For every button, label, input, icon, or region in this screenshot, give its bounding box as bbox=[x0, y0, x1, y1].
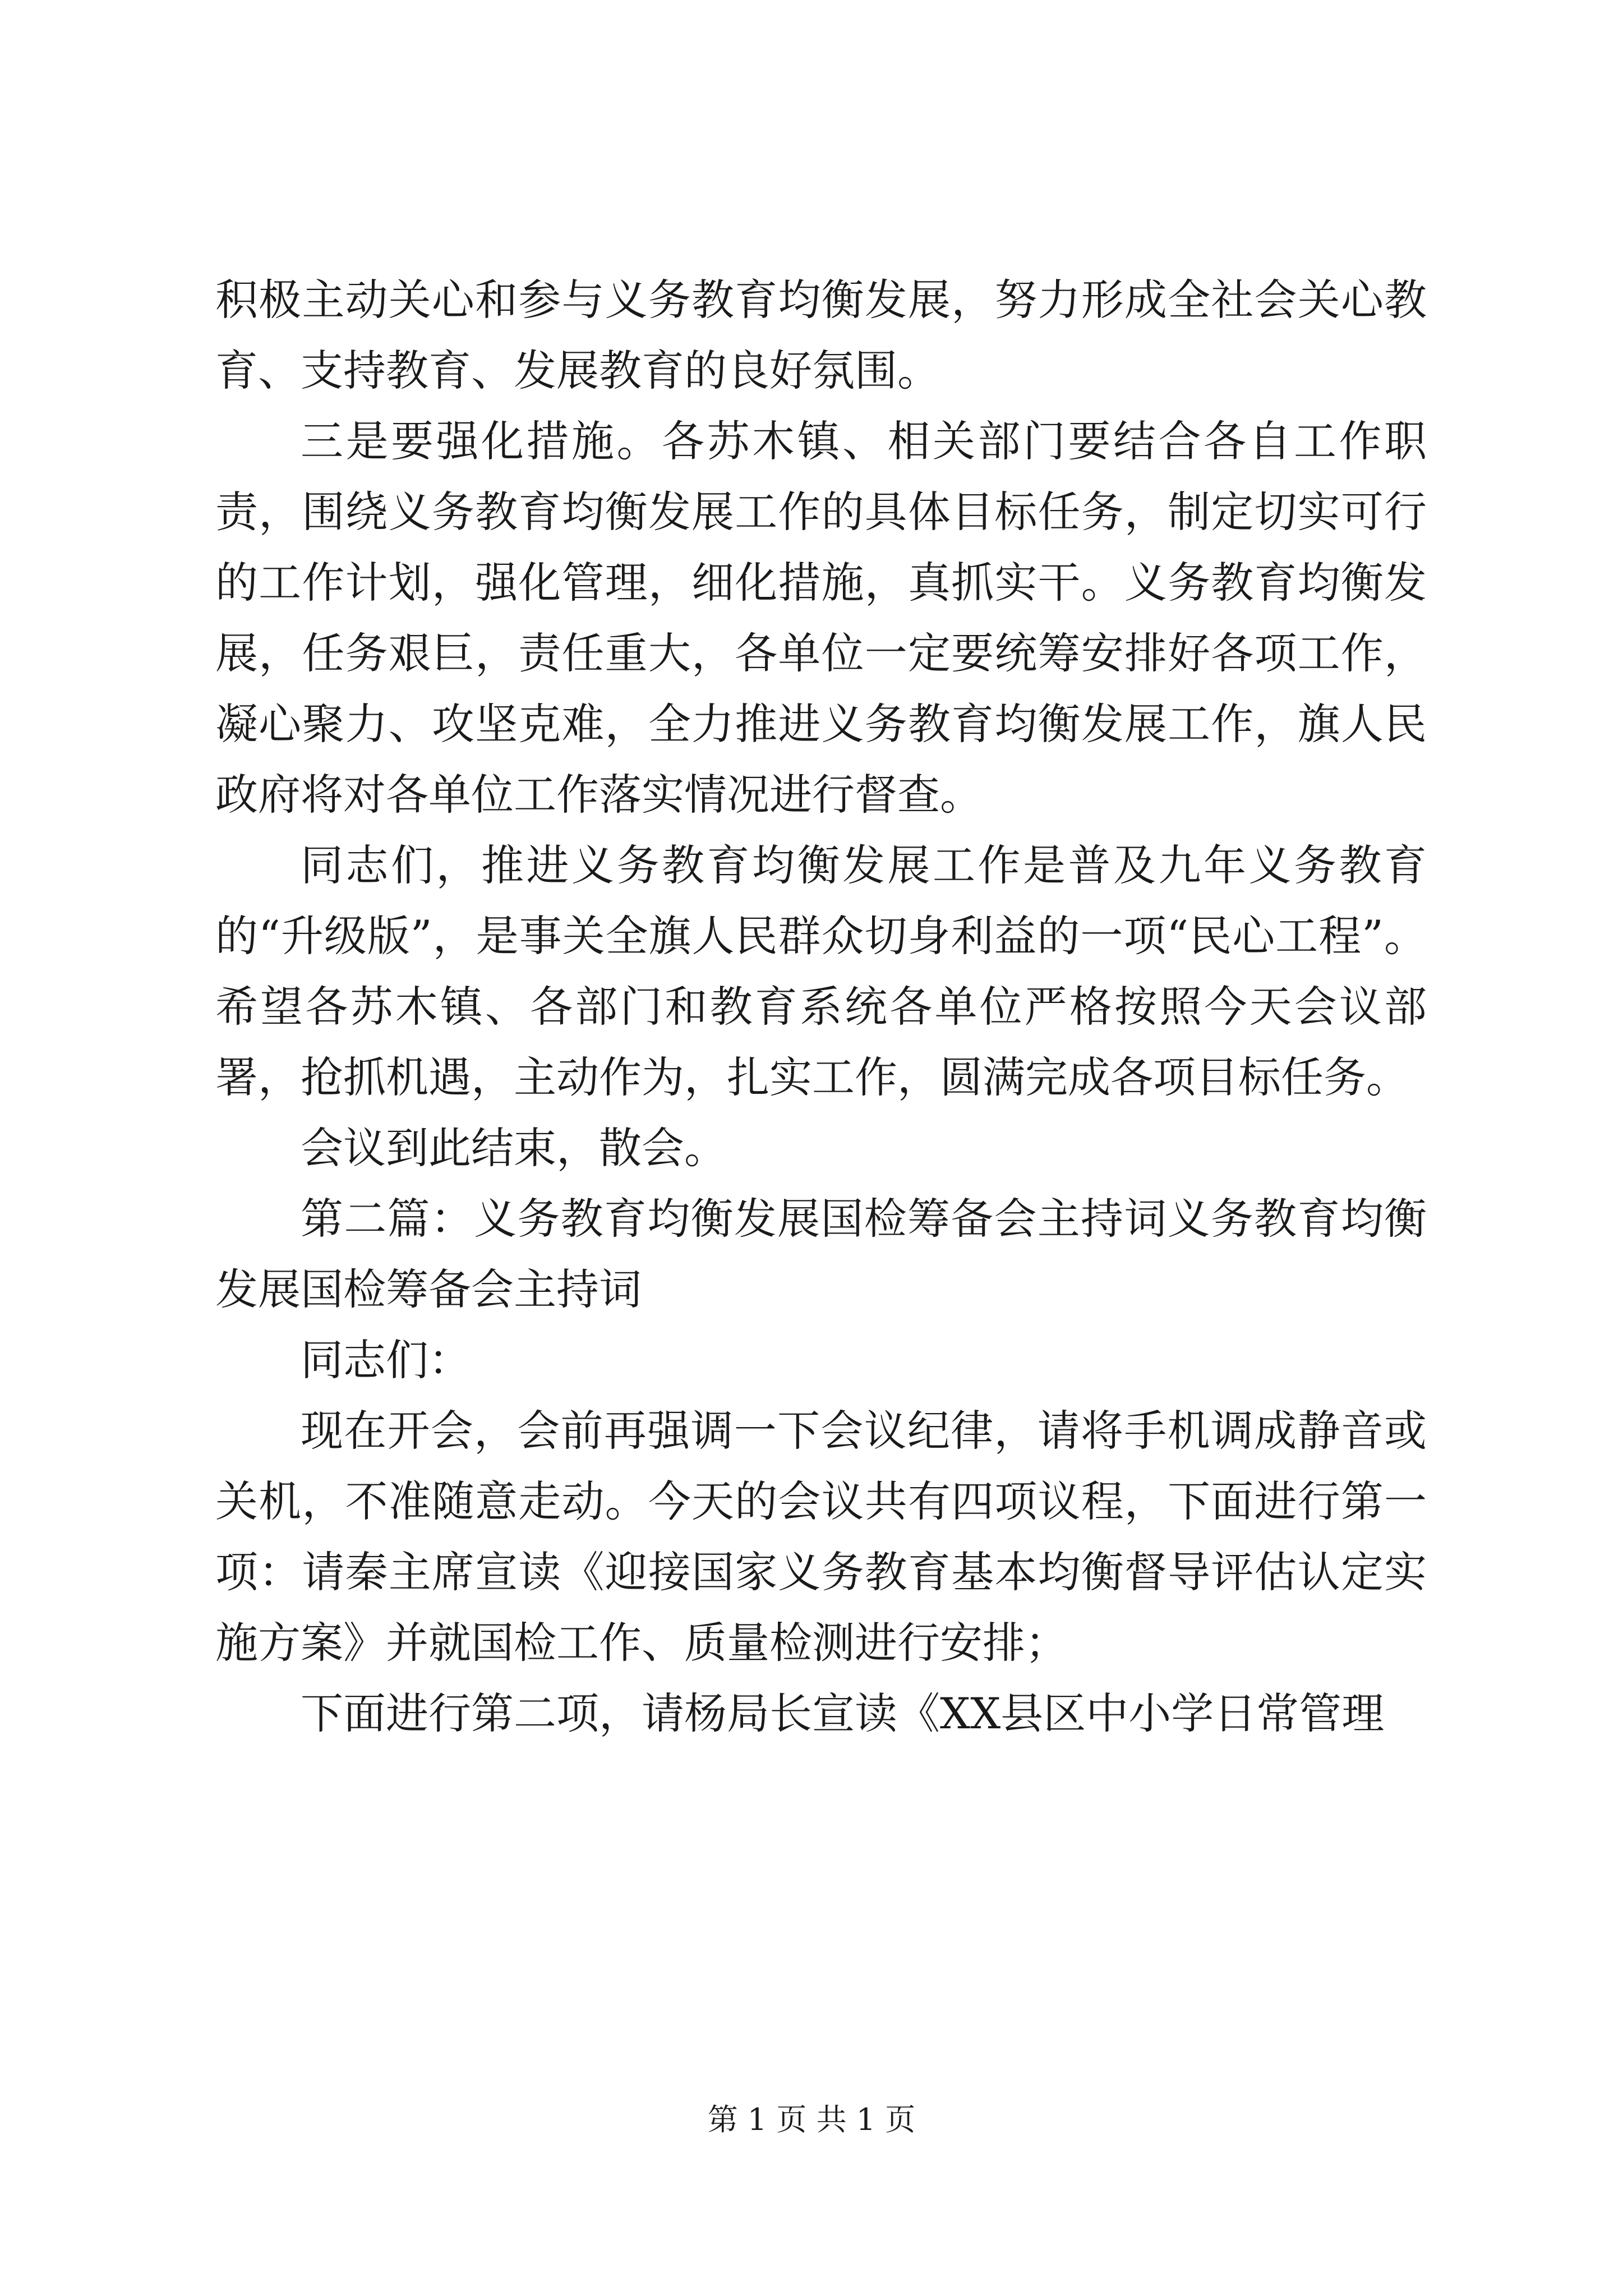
section-heading-paragraph: 第二篇：义务教育均衡发展国检筹备会主持词义务教育均衡发展国检筹备会主持词 bbox=[215, 1194, 1427, 1314]
paragraph: 同志们，推进义务教育均衡发展工作是普及九年义务教育的“升级版”，是事关全旗人民群众切身利益的一项“民心工程”。希望各苏木镇、各部门和教育系统各单位严格按照今天会议部署，抢抓机遇，主动作为，扎实工作，圆满完成各项目标任务。 bbox=[215, 840, 1427, 1102]
paragraph: 现在开会，会前再强调一下会议纪律，请将手机调成静音或关机，不准随意走动。今天的会议共有四项议程，下面进行第一项：请秦主席宣读《迎接国家义务教育基本均衡督导评估认定实施方案》并就国检工作、质量检测进行安排； bbox=[215, 1406, 1427, 1668]
page-footer bbox=[0, 2100, 1623, 2139]
page-number-label: 第 1 页 共 1 页 bbox=[707, 2102, 916, 2137]
paragraph: 积极主动关心和参与义务教育均衡发展，努力形成全社会关心教育、支持教育、发展教育的良好氛围。 bbox=[215, 275, 1427, 395]
document-body bbox=[215, 265, 1427, 1749]
paragraph: 三是要强化措施。各苏木镇、相关部门要结合各自工作职责，围绕义务教育均衡发展工作的具体目标任务，制定切实可行的工作计划，强化管理，细化措施，真抓实干。义务教育均衡发展，任务艰巨，责任重大，各单位一定要统筹安排好各项工作，凝心聚力、攻坚克难，全力推进义务教育均衡发展工作，旗人民政府将对各单位工作落实情况进行督查。 bbox=[215, 416, 1427, 820]
paragraph: 会议到此结束，散会。 bbox=[301, 1123, 727, 1173]
paragraph: 下面进行第二项，请杨局长宣读《XX县区中小学日常管理 bbox=[301, 1688, 1385, 1738]
paragraph: 同志们： bbox=[301, 1335, 471, 1385]
